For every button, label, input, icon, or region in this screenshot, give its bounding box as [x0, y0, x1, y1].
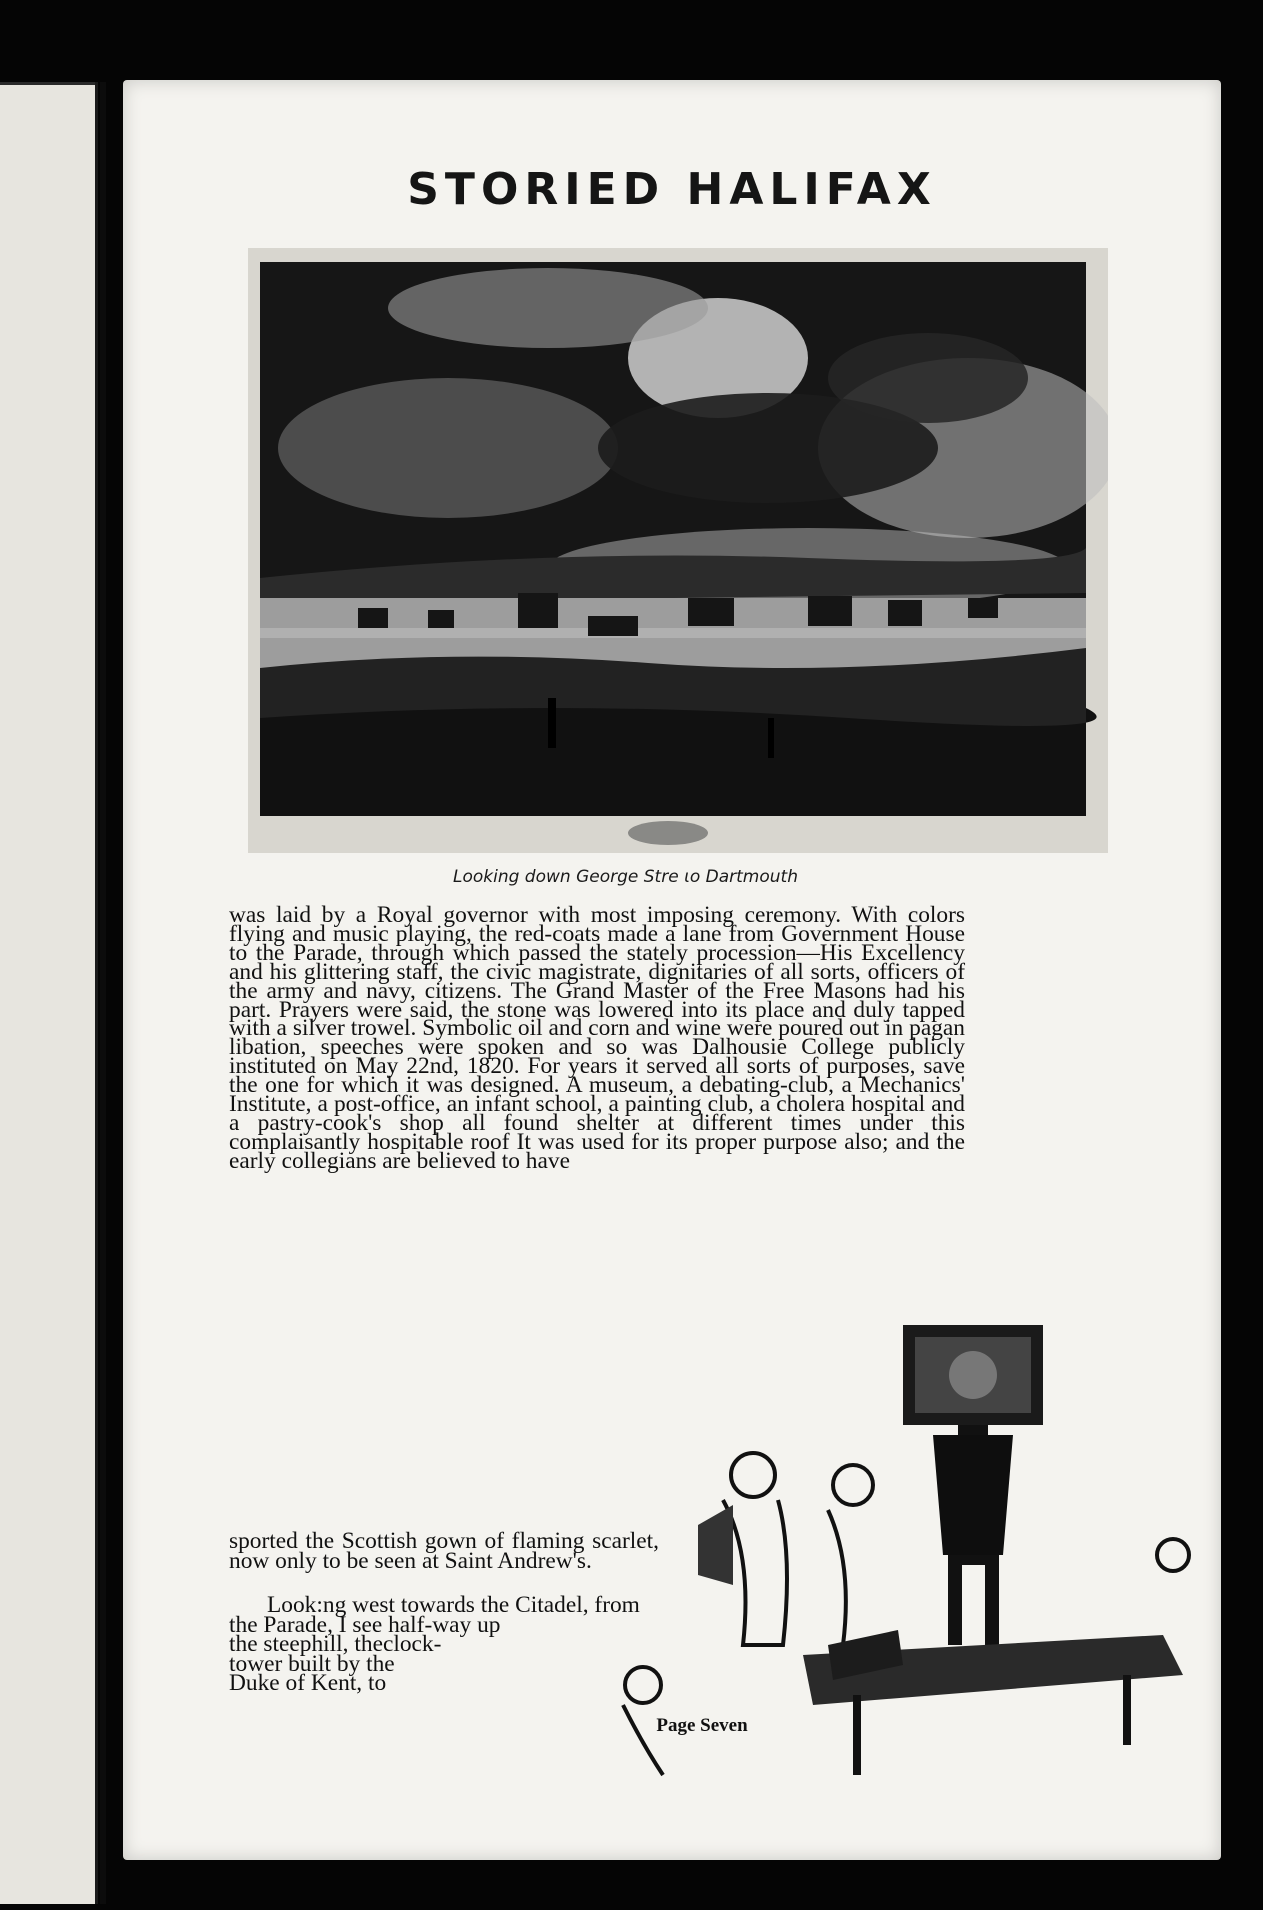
harbour-engraving — [248, 248, 1108, 853]
facing-page-edge — [0, 82, 98, 1904]
facing-page-rule — [0, 82, 95, 85]
page-title: STORIED HALIFAX — [407, 164, 937, 215]
paragraph-2-line-3: tower built by the — [229, 1650, 395, 1677]
body-paragraph-1 — [229, 902, 965, 1174]
engraving-caption: Looking down George Stre ιo Dartmouth — [453, 867, 798, 887]
paragraph-2-line-4: Duke of Kent, to — [229, 1670, 387, 1696]
paragraph-text: was laid by a Royal governor with most imposing ceremony. With colors flying and music playing, the red-coats made a lane from Government House to the Parade, through which passed the stately procession—His Excellency and his glittering staff, the civic magistrate, dignitaries of all sorts, officers of the army and navy, citizens. The Grand Master of the Free Masons had his part. Prayers were said, the stone was lowered into its place and duly tapped with a silver trowel. Symbolic oil and corn and wine were poured out in pagan libation, speeches were spoken and so was Dalhousie College publicly instituted on May 22nd, 1820. For years it served all sorts of purposes, save the one for which it was designed. A museum, a debating-club, a Mechanics' Institute, a post-office, an infant school, a painting club, a cholera hospital and a pastry-cook's shop all found shelter at different times under this complaisantly hospitable roof It was used for its proper purpose also; and the early collegians are believed to have — [229, 902, 965, 1174]
page-number: Page Seven — [656, 1715, 748, 1736]
body-paragraph-2 — [229, 1592, 659, 1696]
paragraph-2-line-2: the steephill, theclock- — [229, 1631, 442, 1657]
page-seven — [123, 80, 1221, 1860]
book-binding-gutter — [100, 82, 106, 1904]
paragraph-2-line-1: Look:ng west towards the Citadel, from the Parade, I see half-way up — [229, 1592, 640, 1638]
paragraph-tail-text: sported the Scottish gown of flaming scarlet, now only to be seen at Saint Andrew's. — [229, 1528, 659, 1574]
harbour-engraving-image — [248, 248, 1108, 853]
body-paragraph-1-tail — [229, 1528, 659, 1574]
